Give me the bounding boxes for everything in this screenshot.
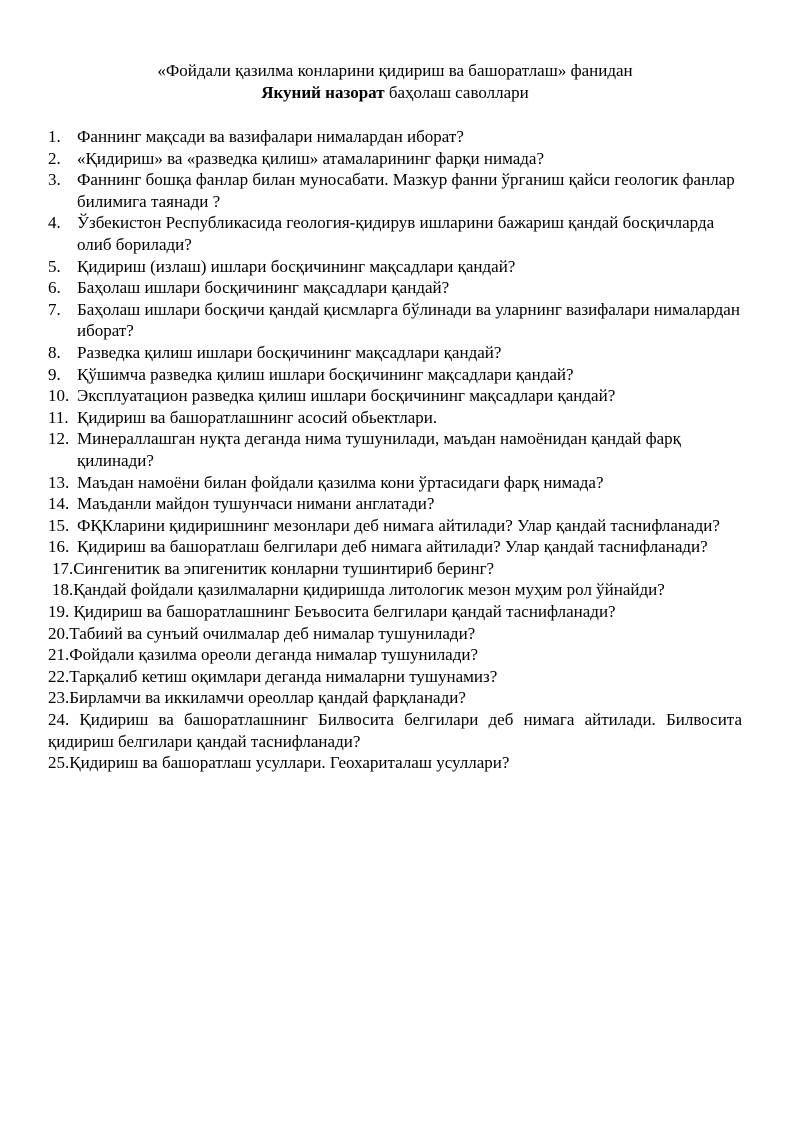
item-number: 21. bbox=[48, 645, 70, 665]
subtitle-rest: баҳолаш саволлари bbox=[384, 83, 529, 102]
list-item bbox=[48, 601, 742, 623]
item-text: Разведка қилиш ишлари босқичининг мақсадлари қандай? bbox=[77, 342, 502, 362]
list-item bbox=[48, 536, 742, 558]
item-text: Сингенитик ва эпигенитик конларни тушинтириб беринг? bbox=[73, 558, 495, 578]
item-number: 10. bbox=[48, 386, 70, 406]
item-text: Эксплуатацион разведка қилиш ишлари босқичининг мақсадлари қандай? bbox=[77, 386, 616, 406]
item-number: 18. bbox=[52, 580, 74, 600]
list-item bbox=[48, 472, 742, 494]
question-list bbox=[48, 126, 742, 774]
item-text: Қидириш ва башоратлашнинг асосий обьектлари. bbox=[77, 407, 438, 427]
item-number: 17. bbox=[52, 558, 74, 578]
item-text: Қидириш ва башоратлашнинг Билвосита белгилари деб нимага айтилади. Билвосита қидириш белгилари қандай таснифланади? bbox=[48, 710, 742, 751]
item-number: 6. bbox=[48, 278, 61, 298]
item-text: ФҚКларини қидиришнинг мезонлари деб нимага айтилади? Улар қандай таснифланади? bbox=[77, 515, 720, 535]
item-number: 14. bbox=[48, 494, 70, 514]
item-number: 25. bbox=[48, 753, 70, 773]
item-text: Тарқалиб кетиш оқимлари деганда нималарни тушунамиз? bbox=[69, 666, 498, 686]
item-text: Қандай фойдали қазилмаларни қидиришда литологик мезон муҳим рол ўйнайди? bbox=[73, 580, 665, 600]
list-item bbox=[48, 277, 742, 299]
list-item bbox=[48, 364, 742, 386]
list-item bbox=[48, 709, 742, 752]
item-text: Маъдан намоёни билан фойдали қазилма кони ўртасидаги фарқ нимада? bbox=[77, 472, 604, 492]
item-number: 11. bbox=[48, 407, 69, 427]
list-item bbox=[48, 579, 742, 601]
document-header bbox=[48, 60, 742, 104]
item-number: 23. bbox=[48, 688, 70, 708]
list-item bbox=[48, 407, 742, 429]
list-item bbox=[48, 644, 742, 666]
item-text: Қидириш ва башоратлашнинг Беъвосита белгилари қандай таснифланади? bbox=[69, 602, 616, 622]
list-item bbox=[48, 126, 742, 148]
item-text: Маъданли майдон тушунчаси нимани англатади? bbox=[77, 494, 435, 514]
item-text: Минераллашган нуқта деганда нима тушунилади, маъдан намоёнидан қандай фарқ қилинади? bbox=[77, 429, 681, 470]
list-item bbox=[48, 493, 742, 515]
item-number: 20. bbox=[48, 623, 70, 643]
item-text: Ўзбекистон Республикасида геология-қидирув ишларини бажариш қандай босқичларда олиб борилади? bbox=[77, 213, 715, 254]
item-number: 3. bbox=[48, 170, 61, 190]
item-text: Қидириш ва башоратлаш белгилари деб нимага айтилади? Улар қандай таснифланади? bbox=[77, 537, 708, 557]
item-text: Қидириш (излаш) ишлари босқичининг мақсадлари қандай? bbox=[77, 256, 516, 276]
list-item bbox=[48, 299, 742, 342]
list-item bbox=[48, 256, 742, 278]
item-number: 1. bbox=[48, 127, 61, 146]
item-number: 13. bbox=[48, 472, 70, 492]
item-number: 7. bbox=[48, 299, 61, 319]
item-number: 12. bbox=[48, 429, 70, 449]
list-item bbox=[48, 428, 742, 471]
list-item bbox=[48, 687, 742, 709]
item-number: 22. bbox=[48, 666, 70, 686]
list-item bbox=[48, 666, 742, 688]
item-text: Қидириш ва башоратлаш усуллари. Геохариталаш усуллари? bbox=[69, 753, 510, 773]
item-text: Бирламчи ва иккиламчи ореоллар қандай фарқланади? bbox=[69, 688, 466, 708]
item-text: Табиий ва сунъий очилмалар деб нималар тушунилади? bbox=[69, 623, 476, 643]
item-number: 24. bbox=[48, 710, 70, 730]
item-number: 9. bbox=[48, 364, 61, 384]
item-number: 16. bbox=[48, 537, 70, 557]
list-item bbox=[48, 558, 742, 580]
list-item bbox=[48, 342, 742, 364]
list-item bbox=[48, 623, 742, 645]
item-text: Фаннинг мақсади ва вазифалари нималардан иборат? bbox=[77, 127, 464, 146]
subtitle-bold: Якуний назорат bbox=[261, 83, 385, 102]
item-number: 8. bbox=[48, 342, 61, 362]
list-item bbox=[48, 752, 742, 774]
list-item bbox=[48, 148, 742, 170]
item-text: Фаннинг бошқа фанлар билан муносабати. Мазкур фанни ўрганиш қайси геологик фанлар билимига таянади ? bbox=[77, 170, 735, 211]
item-text: «Қидириш» ва «разведка қилиш» атамаларининг фарқи нимада? bbox=[77, 148, 545, 168]
item-text: Қўшимча разведка қилиш ишлари босқичининг мақсадлари қандай? bbox=[77, 364, 574, 384]
item-number: 15. bbox=[48, 515, 70, 535]
list-item bbox=[48, 515, 742, 537]
item-number: 4. bbox=[48, 213, 61, 233]
item-text: Баҳолаш ишлари босқичининг мақсадлари қандай? bbox=[77, 278, 450, 298]
item-number: 5. bbox=[48, 256, 61, 276]
item-number: 2. bbox=[48, 148, 61, 168]
item-text: Баҳолаш ишлари босқичи қандай қисмларга бўлинади ва уларнинг вазифалари нималардан иборат? bbox=[77, 299, 740, 341]
document-subtitle bbox=[48, 82, 742, 104]
list-item bbox=[48, 385, 742, 407]
document-title: «Фойдали қазилма конларини қидириш ва башоратлаш» фанидан bbox=[157, 61, 633, 80]
item-number: 19. bbox=[48, 602, 70, 622]
list-item bbox=[48, 212, 742, 255]
list-item bbox=[48, 169, 742, 212]
item-text: Фойдали қазилма ореоли деганда нималар тушунилади? bbox=[69, 645, 479, 665]
